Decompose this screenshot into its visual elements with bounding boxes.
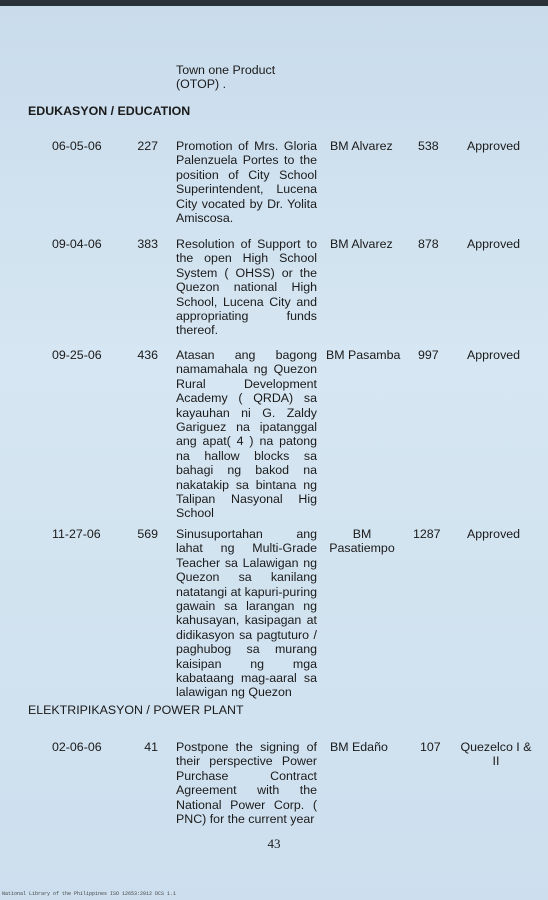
section-heading-power-plant: ELEKTRIPIKASYON / POWER PLANT xyxy=(28,703,244,717)
row-status: Approved xyxy=(467,348,521,362)
row-author: BM Alvarez xyxy=(330,139,393,153)
scan-footer: National Library of the Philippines ISO 12653:2012 DCS 1.1 xyxy=(2,891,177,897)
row-author: BM Edaño xyxy=(330,740,388,754)
row-resolution-no: 107 xyxy=(420,740,441,754)
row-description: Postpone the signing of their perspective Power Purchase Contract Agreement with the National Power Corp. ( PNC) for the current year xyxy=(176,740,317,827)
row-description: Atasan ang bagong namamahala ng Quezon Rural Development Academy ( QRDA) sa kayauhan ni G. Zaldy Gariguez na ipatanggal ang apat( 4 ) na patong na hallow blocks sa bahagi ng bakod na nakatakip sa bintana ng Talipan Nasyonal Hig School xyxy=(176,348,317,521)
section-heading-education: EDUKASYON / EDUCATION xyxy=(28,104,191,118)
row-description: Sinusuportahan ang lahat ng Multi-Grade Teacher sa Lalawigan ng Quezon sa kanilang natatangi at kapuri-puring gawain sa larangan ng kahusayan, kasipagan at didikasyon sa pagtuturo / paghubog sa murang kaisipan ng mga kabataang mag-aaral sa lalawigan ng Quezon xyxy=(176,527,317,700)
row-resolution-no: 1287 xyxy=(413,527,441,541)
row-date: 09-25-06 xyxy=(52,348,102,362)
row-description: Resolution of Support to the open High School System ( OHSS) or the Quezon national High School, Lucena City and appropriating funds thereof. xyxy=(176,237,317,338)
row-date: 06-05-06 xyxy=(52,139,102,153)
row-no: 227 xyxy=(137,139,158,153)
row-resolution-no: 997 xyxy=(418,348,439,362)
row-resolution-no: 538 xyxy=(418,139,439,153)
scan-top-edge xyxy=(0,0,548,6)
row-status: Approved xyxy=(467,237,521,251)
row-no: 383 xyxy=(137,237,158,251)
row-no: 41 xyxy=(144,740,158,754)
row-status: Quezelco I & II xyxy=(460,740,532,769)
row-author: BM Pasamba xyxy=(326,348,401,362)
row-date: 02-06-06 xyxy=(52,740,102,754)
fragment-text: Town one Product (OTOP) . xyxy=(176,63,276,92)
row-date: 09-04-06 xyxy=(52,237,102,251)
row-status: Approved xyxy=(467,527,521,541)
row-no: 569 xyxy=(137,527,158,541)
row-author: BM Pasatiempo xyxy=(329,527,395,556)
row-description: Promotion of Mrs. Gloria Palenzuela Portes to the position of City School Superintendent, Lucena City vocated by Dr. Yolita Amiscosa. xyxy=(176,139,317,226)
row-status: Approved xyxy=(467,139,521,153)
row-date: 11-27-06 xyxy=(52,527,101,541)
row-no: 436 xyxy=(137,348,158,362)
row-author: BM Alvarez xyxy=(330,237,393,251)
page-number: 43 xyxy=(267,836,281,851)
row-resolution-no: 878 xyxy=(418,237,439,251)
